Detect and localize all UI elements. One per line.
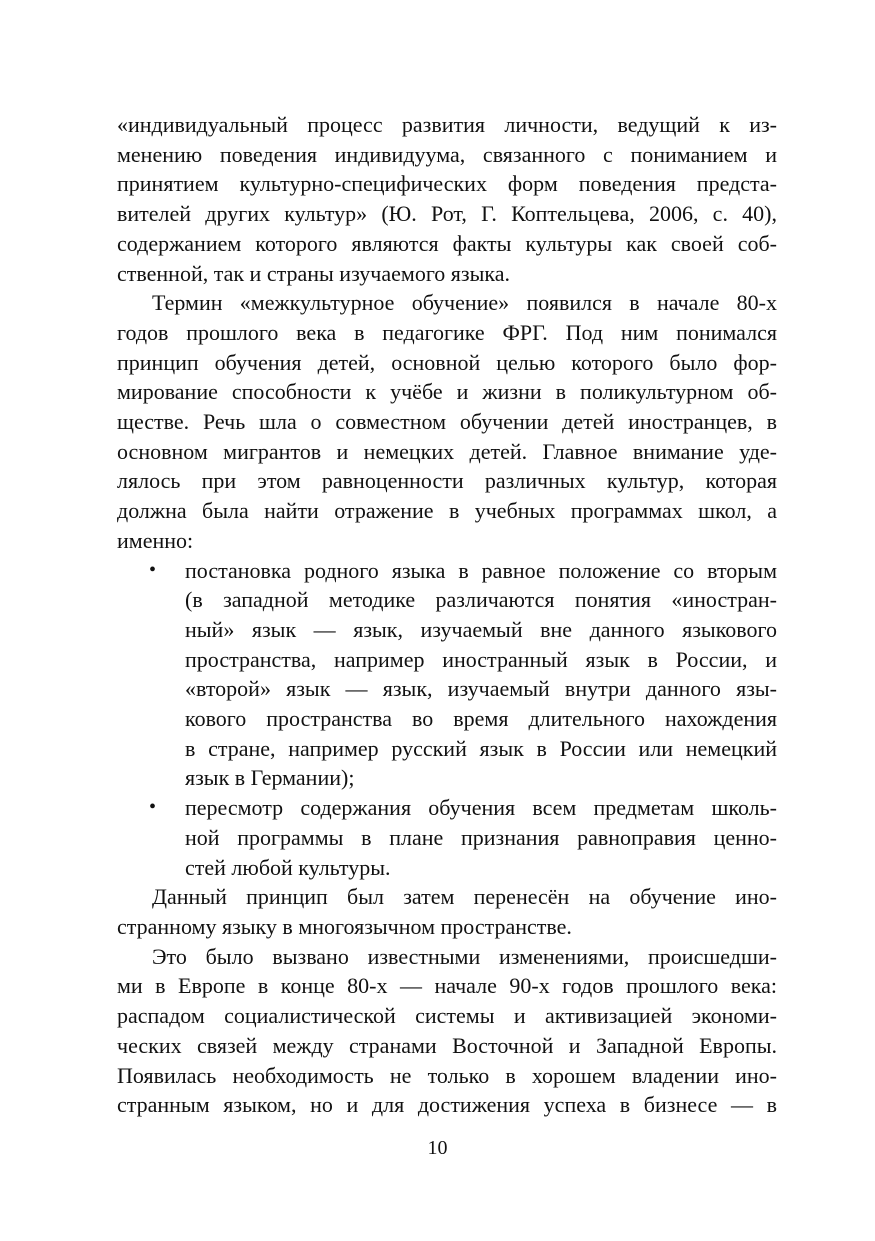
text-line: основном мигрантов и немецких детей. Главное внимание уде- [117,438,777,464]
text-line: «второй» язык — язык, изучаемый внутри данного язы- [185,676,777,702]
text-line: постановка родного языка в равное положение со вторым [185,557,777,583]
paragraph-1 [117,110,777,288]
text-line: Данный принцип был затем перенесён на обучение ино- [152,884,777,910]
text-line: лялось при этом равноценности различных культур, которая [117,468,777,494]
text-line: ществе. Речь шла о совместном обучении детей иностранцев, в [117,409,777,435]
paragraph-3 [117,882,777,941]
text-line: странному языку в многоязычном пространстве. [117,913,572,939]
paragraph-2 [117,288,777,555]
bullet-icon: • [149,558,157,581]
paragraph-4 [117,942,777,1120]
text-line: должна была найти отражение в учебных программах школ, а [117,498,777,524]
text-line: ческих связей между странами Восточной и Западной Европы. [117,1032,777,1058]
text-line: ственной, так и страны изучаемого языка. [117,260,511,286]
text-line: в стране, например русский язык в России или немецкий [185,735,777,761]
page-number: 10 [427,1137,448,1159]
text-line: распадом социалистической системы и активизацией экономи- [117,1003,777,1029]
body-text [117,110,777,1120]
text-line: язык в Германии); [185,765,355,791]
bullet-item-2 [117,793,777,882]
bullet-item-1 [117,556,777,794]
bullet-icon: • [149,796,157,819]
text-line: годов прошлого века в педагогике ФРГ. Под ним понимался [117,319,777,345]
text-line: содержанием которого являются факты культуры как своей соб- [117,230,777,256]
text-line: мирование способности к учёбе и жизни в поликультурном об- [117,379,777,405]
text-line: ми в Европе в конце 80-х — начале 90-х годов прошлого века: [117,973,777,999]
text-line: принцип обучения детей, основной целью которого было фор- [117,349,777,375]
text-line: пересмотр содержания обучения всем предметам школь- [185,795,777,821]
text-line: стей любой культуры. [185,854,391,880]
text-line: принятием культурно-специфических форм поведения предста- [117,171,777,197]
text-line: странным языком, но и для достижения успеха в бизнесе — в [117,1092,777,1118]
text-line: вителей других культур» (Ю. Рот, Г. Коптельцева, 2006, с. 40), [117,201,777,227]
text-line: пространства, например иностранный язык в России, и [185,646,777,672]
text-line: ный» язык — язык, изучаемый вне данного языкового [185,616,777,642]
text-line: «индивидуальный процесс развития личности, ведущий к из- [117,112,777,137]
text-line: ной программы в плане признания равноправия ценно- [185,824,777,850]
text-line: (в западной методике различаются понятия «иностран- [185,587,777,613]
text-line: именно: [117,527,194,553]
text-line: менению поведения индивидуума, связанного с пониманием и [117,141,777,167]
text-line: кового пространства во время длительного нахождения [185,706,777,732]
text-line: Это было вызвано известными изменениями, происшедши- [152,943,777,969]
text-line: Термин «межкультурное обучение» появился в начале 80-х [152,290,777,316]
text-line: Появилась необходимость не только в хорошем владении ино- [117,1062,777,1088]
